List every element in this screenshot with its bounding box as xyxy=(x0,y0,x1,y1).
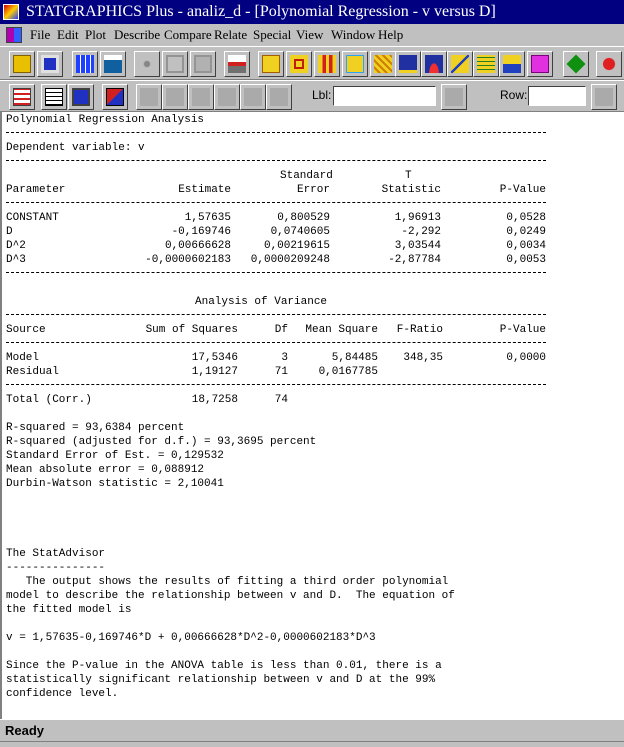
input-list-icon xyxy=(13,88,31,106)
surface-plot-button[interactable] xyxy=(473,51,499,77)
divider xyxy=(6,342,546,343)
scatterplot-button[interactable] xyxy=(258,51,284,77)
estimate-value: 0,00666628 xyxy=(164,240,231,252)
step-chart-icon xyxy=(503,55,521,73)
standard-error: Standard Error of Est. = 0,129532 xyxy=(6,450,224,462)
menu-compare[interactable]: Compare xyxy=(164,27,212,42)
folder-open-icon xyxy=(13,55,31,73)
menu-window[interactable]: Window xyxy=(331,27,376,42)
source-name: Total (Corr.) xyxy=(6,394,92,406)
divider xyxy=(6,202,546,203)
status-text: Ready xyxy=(5,723,45,738)
menu-relate[interactable]: Relate xyxy=(214,27,248,42)
graph-window-icon xyxy=(72,88,90,106)
help-button[interactable] xyxy=(596,51,622,77)
brush-icon xyxy=(192,88,210,106)
label-field-caption: Lbl: xyxy=(312,88,332,102)
mean-square-value: 0,0167785 xyxy=(318,366,378,378)
sum-of-squares-value: 1,19127 xyxy=(191,366,238,378)
header-t: T xyxy=(405,170,412,182)
std-error-value: 0,00219615 xyxy=(263,240,330,252)
anova-title: Analysis of Variance xyxy=(195,296,328,308)
question-diamond-icon xyxy=(566,54,585,73)
p-value: 0,0528 xyxy=(506,212,546,224)
statadvisor-title: The StatAdvisor xyxy=(6,548,106,560)
save-results-icon xyxy=(106,88,124,106)
r-squared: R-squared = 93,6384 percent xyxy=(6,422,185,434)
divider xyxy=(6,272,546,273)
save-button[interactable] xyxy=(37,51,63,77)
t-statistic-value: -2,292 xyxy=(401,226,441,238)
header-f-ratio: F-Ratio xyxy=(396,324,443,336)
std-error-value: 0,0740605 xyxy=(270,226,330,238)
p-value: 0,0249 xyxy=(506,226,546,238)
normal-curve-icon xyxy=(425,55,443,73)
menu-describe[interactable]: Describe xyxy=(114,27,161,42)
header-standard: Standard xyxy=(280,170,333,182)
menu-file[interactable]: File xyxy=(30,27,51,42)
t-statistic-value: -2,87784 xyxy=(388,254,441,266)
exclude-point-button[interactable] xyxy=(162,84,188,110)
conclusion-line: Since the P-value in the ANOVA table is less than 0.01, there is a xyxy=(6,660,442,672)
t-statistic-value: 3,03544 xyxy=(394,240,441,252)
row-locate-button[interactable] xyxy=(591,84,617,110)
xy-plot-button[interactable] xyxy=(342,51,368,77)
identify-button[interactable] xyxy=(240,84,266,110)
scissors-icon xyxy=(138,55,156,73)
std-error-value: 0,0000209248 xyxy=(250,254,330,266)
std-error-value: 0,800529 xyxy=(277,212,330,224)
time-series-button[interactable] xyxy=(395,51,421,77)
pane-options-button[interactable] xyxy=(136,84,162,110)
p-value: 0,0000 xyxy=(506,352,546,364)
open-button[interactable] xyxy=(9,51,35,77)
red-question-icon xyxy=(600,55,618,73)
sum-of-squares-value: 18,7258 xyxy=(191,394,238,406)
header-statistic: Statistic xyxy=(381,184,441,196)
durbin-watson: Durbin-Watson statistic = 2,10041 xyxy=(6,478,224,490)
scatter-plot-icon xyxy=(262,55,280,73)
estimate-value: -0,0000602183 xyxy=(145,254,231,266)
param-name: CONSTANT xyxy=(6,212,59,224)
analysis-output-pane[interactable] xyxy=(0,112,624,719)
statadvisor-underline: --------------- xyxy=(6,562,106,574)
step-plot-button[interactable] xyxy=(499,51,525,77)
identify-icon xyxy=(244,88,262,106)
trend-line-icon xyxy=(451,55,469,73)
fitted-equation: v = 1,57635-0,169746*D + 0,00666628*D^2-0,0000602183*D^3 xyxy=(6,632,376,644)
label-input[interactable] xyxy=(333,86,436,106)
df-value: 74 xyxy=(274,394,288,406)
graphical-options-button[interactable] xyxy=(68,84,94,110)
header-parameter: Parameter xyxy=(6,184,66,196)
surface-grid-icon xyxy=(477,55,495,73)
paste-icon xyxy=(194,55,212,73)
xy-plot-icon xyxy=(346,55,364,73)
matrix-plot-button[interactable] xyxy=(370,51,396,77)
estimate-value: -0,169746 xyxy=(171,226,231,238)
brush-button[interactable] xyxy=(188,84,214,110)
divider xyxy=(6,132,546,133)
menu-bar xyxy=(0,24,624,46)
header-mean-square: Mean Square xyxy=(305,324,378,336)
main-toolbar xyxy=(0,46,624,80)
exclude-point-icon xyxy=(166,88,184,106)
binoculars-icon xyxy=(595,88,613,106)
zoom-button[interactable] xyxy=(266,84,292,110)
header-df: Df xyxy=(274,324,288,336)
statgraphics-app-icon[interactable] xyxy=(3,4,19,20)
numeric-disk-icon xyxy=(104,55,122,73)
row-field-caption: Row: xyxy=(500,88,528,102)
conclusion-line: statistically significant relationship between v and D at the 99% xyxy=(6,674,436,686)
row-input[interactable] xyxy=(528,86,586,106)
binoculars-icon xyxy=(445,88,463,106)
menu-plot[interactable]: Plot xyxy=(85,27,106,42)
param-name: D^2 xyxy=(6,240,26,252)
dependent-variable: Dependent variable: v xyxy=(6,142,145,154)
menu-help[interactable]: Help xyxy=(378,27,404,42)
save-disk-icon xyxy=(41,55,59,73)
header-sum-of-squares: Sum of Squares xyxy=(145,324,238,336)
time-series-icon xyxy=(399,55,417,73)
advisor-text-line: The output shows the results of fitting a third order polynomial xyxy=(6,576,449,588)
sgm-badge-icon xyxy=(531,55,549,73)
label-locate-button[interactable] xyxy=(441,84,467,110)
locate-icon xyxy=(218,88,236,106)
f-ratio-value: 348,35 xyxy=(403,352,443,364)
data-save-button[interactable] xyxy=(100,51,126,77)
stattutor-button[interactable] xyxy=(563,51,589,77)
param-name: D xyxy=(6,226,13,238)
menu-view[interactable]: View xyxy=(296,27,324,42)
datasheet-button[interactable] xyxy=(72,51,98,77)
df-value: 3 xyxy=(281,352,288,364)
cut-button[interactable] xyxy=(134,51,160,77)
box-plot-icon xyxy=(290,55,308,73)
barchart-button[interactable] xyxy=(314,51,340,77)
param-name: D^3 xyxy=(6,254,26,266)
input-dialog-button[interactable] xyxy=(9,84,35,110)
header-pvalue: P-Value xyxy=(499,324,546,336)
menu-special[interactable]: Special xyxy=(253,27,292,42)
window-title: STATGRAPHICS Plus - analiz_d - [Polynomial Regression - v versus D] xyxy=(26,3,496,20)
source-name: Model xyxy=(6,352,40,364)
print-button[interactable] xyxy=(224,51,250,77)
header-estimate: Estimate xyxy=(178,184,231,196)
status-bar xyxy=(0,719,624,741)
advisor-text-line: the fitted model is xyxy=(6,604,132,616)
printer-icon xyxy=(228,55,246,73)
bar-chart-icon xyxy=(318,55,336,73)
pane-options-icon xyxy=(140,88,158,106)
df-value: 71 xyxy=(274,366,288,378)
sum-of-squares-value: 17,5346 xyxy=(191,352,238,364)
t-statistic-value: 1,96913 xyxy=(394,212,441,224)
title-bar xyxy=(0,0,624,24)
menu-edit[interactable]: Edit xyxy=(57,27,79,42)
boxplot-button[interactable] xyxy=(286,51,312,77)
conclusion-line: confidence level. xyxy=(6,688,119,700)
copy-button[interactable] xyxy=(162,51,188,77)
p-value: 0,0034 xyxy=(506,240,546,252)
text-document-icon xyxy=(45,88,63,106)
mean-absolute-error: Mean absolute error = 0,088912 xyxy=(6,464,205,476)
report-title: Polynomial Regression Analysis xyxy=(6,114,205,126)
estimate-value: 1,57635 xyxy=(184,212,231,224)
source-name: Residual xyxy=(6,366,59,378)
divider xyxy=(6,160,546,161)
divider xyxy=(6,314,546,315)
r-squared-adjusted: R-squared (adjusted for d.f.) = 93,3695 percent xyxy=(6,436,317,448)
mean-square-value: 5,84485 xyxy=(331,352,378,364)
sgm-button[interactable] xyxy=(527,51,553,77)
document-system-menu-icon[interactable] xyxy=(6,27,22,43)
grid-icon xyxy=(76,55,94,73)
advisor-text-line: model to describe the relationship between v and D. The equation of xyxy=(6,590,455,602)
trend-plot-button[interactable] xyxy=(447,51,473,77)
locate-button[interactable] xyxy=(214,84,240,110)
save-results-button[interactable] xyxy=(102,84,128,110)
matrix-plot-icon xyxy=(374,55,392,73)
header-pvalue: P-Value xyxy=(499,184,546,196)
distribution-button[interactable] xyxy=(421,51,447,77)
paste-button[interactable] xyxy=(190,51,216,77)
p-value: 0,0053 xyxy=(506,254,546,266)
copy-icon xyxy=(166,55,184,73)
tabular-options-button[interactable] xyxy=(41,84,67,110)
zoom-icon xyxy=(270,88,288,106)
header-error: Error xyxy=(296,184,330,196)
taskbar-edge xyxy=(0,741,624,747)
divider xyxy=(6,384,546,385)
header-source: Source xyxy=(6,324,46,336)
analysis-toolbar xyxy=(0,80,624,112)
